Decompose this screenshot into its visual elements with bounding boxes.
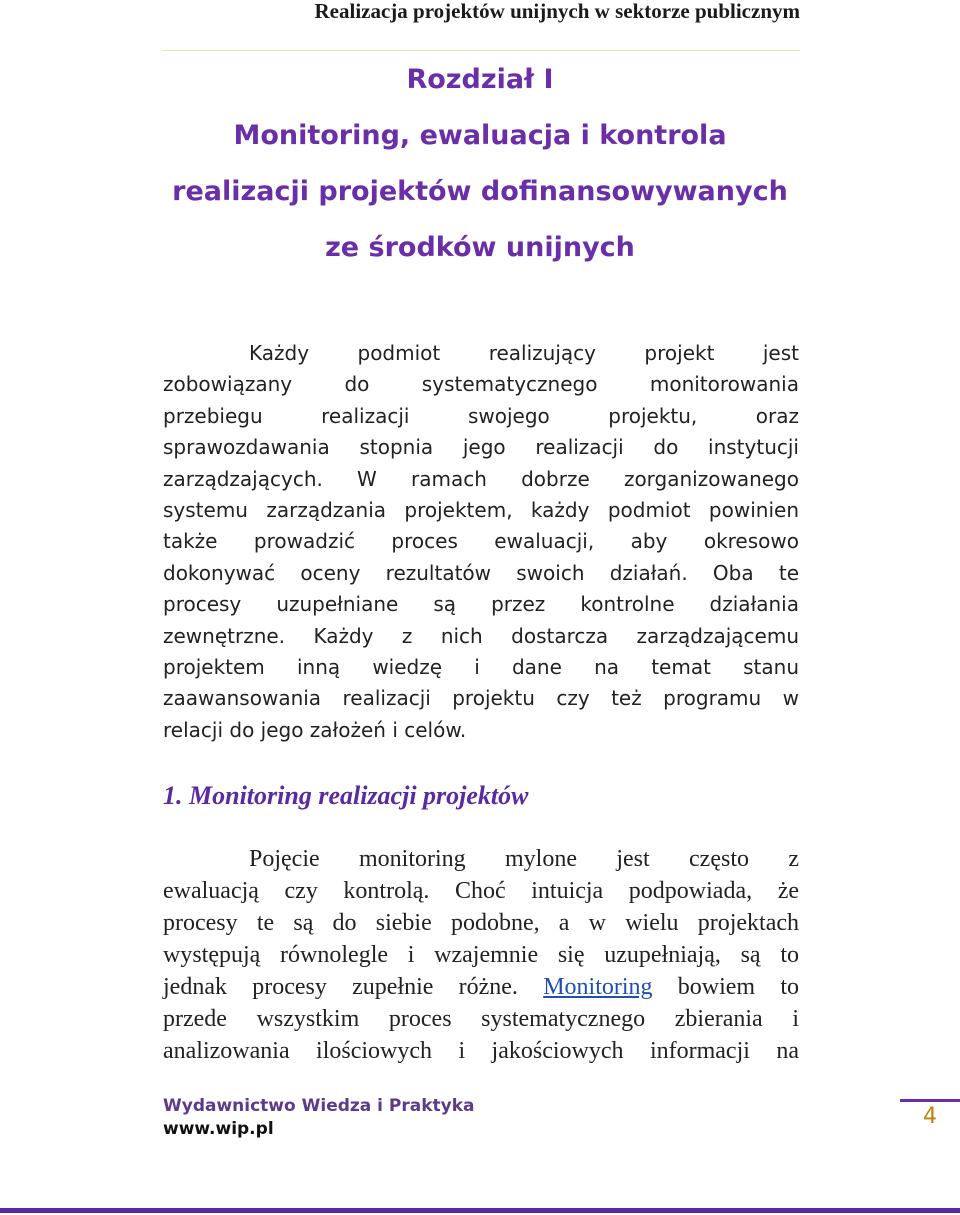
text-line: zarządzających. W ramach dobrze zorganizowanego	[163, 466, 799, 491]
text-line: dokonywać oceny rezultatów swoich działań. Oba te	[163, 560, 799, 585]
footer-url: www.wip.pl	[163, 1119, 274, 1139]
text-line: przede wszystkim proces systematycznego zbierania i	[163, 1006, 799, 1032]
text-line	[163, 971, 799, 1003]
text-line: ewaluacją czy kontrolą. Choć intuicja podpowiada, że	[163, 878, 799, 904]
text-line: przebiegu realizacji swojego projektu, oraz	[163, 403, 799, 428]
text-line: zobowiązany do systematycznego monitorowania	[163, 372, 799, 397]
text-line: zewnętrzne. Każdy z nich dostarcza zarządzającemu	[163, 623, 799, 648]
text-line: procesy uzupełniane są przez kontrolne działania	[163, 592, 799, 617]
chapter-title-line: Monitoring, ewaluacja i kontrola	[233, 120, 727, 151]
header-rule	[162, 50, 800, 51]
text-line: relacji do jego założeń i celów.	[163, 717, 467, 742]
page-number: 4	[923, 1104, 937, 1129]
chapter-title	[0, 52, 960, 276]
text-segment: bowiem to	[677, 974, 800, 1000]
text-line: zaawansowania realizacji projektu czy też programu w	[163, 686, 799, 711]
text-line: Pojęcie monitoring mylone jest często z	[249, 846, 799, 872]
bottom-rule	[0, 1208, 960, 1213]
text-line: systemu zarządzania projektem, każdy podmiot powinien	[163, 497, 799, 522]
text-line: występują równolegle i wzajemnie się uzupełniają, są to	[163, 942, 799, 968]
intro-paragraph	[163, 338, 799, 746]
text-line: także prowadzić proces ewaluacji, aby okresowo	[163, 529, 799, 554]
monitoring-link[interactable]: Monitoring	[543, 974, 653, 1000]
section-heading: 1. Monitoring realizacji projektów	[163, 781, 529, 810]
text-line: projektem inną wiedzę i dane na temat stanu	[163, 654, 799, 679]
footer-publisher: Wydawnictwo Wiedza i Praktyka	[163, 1096, 475, 1116]
chapter-title-line: realizacji projektów dofinansowywanych	[172, 176, 788, 207]
page-number-rule	[900, 1099, 960, 1102]
text-segment: jednak procesy zupełnie różne.	[163, 974, 518, 1000]
text-line: analizowania ilościowych i jakościowych informacji na	[163, 1038, 799, 1064]
chapter-number: Rozdział I	[406, 64, 554, 95]
chapter-title-line: ze środków unijnych	[325, 232, 635, 263]
monitoring-paragraph	[163, 843, 799, 1067]
text-line: Każdy podmiot realizujący projekt jest	[249, 341, 799, 365]
text-line: sprawozdawania stopnia jego realizacji do instytucji	[163, 435, 799, 460]
text-line: procesy te są do siebie podobne, a w wielu projektach	[163, 910, 799, 936]
running-header: Realizacja projektów unijnych w sektorze publicznym	[314, 0, 800, 23]
